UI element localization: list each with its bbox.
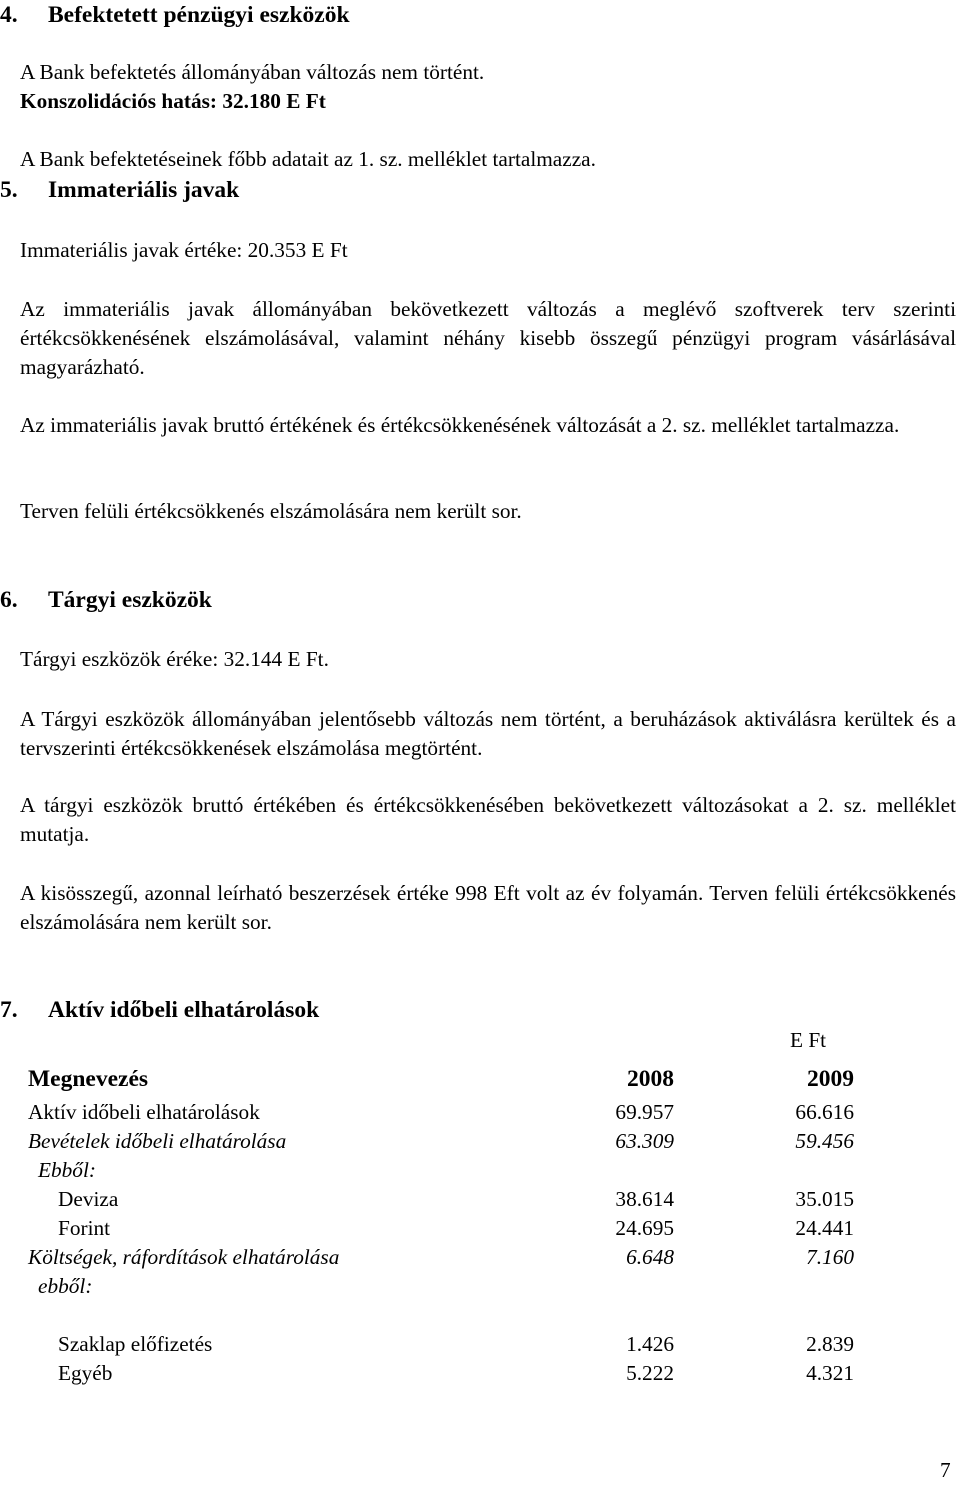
table-row [28,1127,854,1156]
table-row-spacer [28,1301,854,1330]
row-label: Forint [58,1216,111,1240]
section-5-heading [0,177,239,204]
row-label: Bevételek időbeli elhatárolása [28,1129,287,1153]
row-label: ebből: [38,1274,93,1298]
section-4-heading [0,2,350,29]
value-2009: 2.839 [806,1332,854,1356]
section-6-heading [0,587,212,614]
table-row [28,1098,854,1127]
value-2008 [578,1301,674,1330]
unit-label: E Ft [790,1028,827,1052]
section-number: 5. [0,177,18,203]
value-2008: 69.957 [615,1100,674,1124]
value-2009: 4.321 [806,1361,854,1385]
value-2009: 7.160 [806,1245,854,1269]
value-2008: 24.695 [615,1216,674,1240]
value-2008: 1.426 [626,1332,674,1356]
s5-para1: Az immateriális javak állományában bekövetkezett változás a meglévő szoftverek terv szerinti értékcsökkenésének elszámolásával, valamint néhány kisebb összegű pénzügyi program vásárlásával magyarázható. [20,297,956,379]
page-number: 7 [940,1458,951,1482]
table-row [28,1330,854,1359]
value-2009: 35.015 [795,1187,854,1211]
s5-para2: Az immateriális javak bruttó értékének és értékcsökkenésének változását a 2. sz. melléklet tartalmazza. [20,413,900,437]
table-row [28,1243,854,1272]
section-title: Immateriális javak [48,177,240,203]
section-title: Aktív időbeli elhatárolások [48,997,320,1023]
value-2009 [674,1272,854,1301]
value-2009: 66.616 [795,1100,854,1124]
row-label: Deviza [58,1187,119,1211]
col-header-name: Megnevezés [28,1065,149,1092]
s4-line2: Konszolidációs hatás: 32.180 E Ft [20,89,326,113]
s5-value-line: Immateriális javak értéke: 20.353 E Ft [20,238,348,262]
table-row [28,1185,854,1214]
accruals-table [28,1060,854,1388]
value-2009 [674,1301,854,1330]
s4-line3: A Bank befektetéseinek főbb adatait az 1. sz. melléklet tartalmazza. [20,147,596,171]
value-2009: 59.456 [795,1129,854,1153]
row-label: Egyéb [58,1361,113,1385]
value-2009: 24.441 [795,1216,854,1240]
table-header-row [28,1060,854,1098]
row-label: Költségek, ráfordítások elhatárolása [28,1245,340,1269]
row-label: Aktív időbeli elhatárolások [28,1100,260,1124]
value-2008: 63.309 [615,1129,674,1153]
s6-para1: A Tárgyi eszközök állományában jelentősebb változás nem történt, a beruházások aktiválásra kerültek és a tervszerinti értékcsökkenések elszámolása megtörtént. [20,707,956,760]
row-label [28,1301,578,1330]
section-7-heading [0,997,319,1024]
s5-para3: Terven felüli értékcsökkenés elszámolására nem került sor. [20,499,522,523]
table-row [28,1214,854,1243]
section-title: Tárgyi eszközök [48,587,212,613]
table-row [28,1272,854,1301]
row-label: Ebből: [38,1158,96,1182]
s4-line1: A Bank befektetés állományában változás nem történt. [20,60,485,84]
value-2008 [578,1156,674,1185]
table-row [28,1156,854,1185]
value-2009 [674,1156,854,1185]
section-number: 4. [0,2,18,28]
value-2008 [578,1272,674,1301]
section-number: 7. [0,997,18,1023]
row-label: Szaklap előfizetés [58,1332,213,1356]
value-2008: 38.614 [615,1187,674,1211]
s6-value-line: Tárgyi eszközök éréke: 32.144 E Ft. [20,647,329,671]
col-header-2008: 2008 [627,1065,674,1092]
table-row [28,1359,854,1388]
section-number: 6. [0,587,18,613]
value-2008: 5.222 [626,1361,674,1385]
s6-para2: A tárgyi eszközök bruttó értékében és értékcsökkenésében bekövetkezett változásokat a 2. sz. melléklet mutatja. [20,793,956,846]
value-2008: 6.648 [626,1245,674,1269]
s6-para3: A kisösszegű, azonnal leírható beszerzések értéke 998 Eft volt az év folyamán. Terven felüli értékcsökkenés elszámolására nem került sor. [20,881,956,934]
section-title: Befektetett pénzügyi eszközök [48,2,350,28]
col-header-2009: 2009 [807,1065,854,1092]
